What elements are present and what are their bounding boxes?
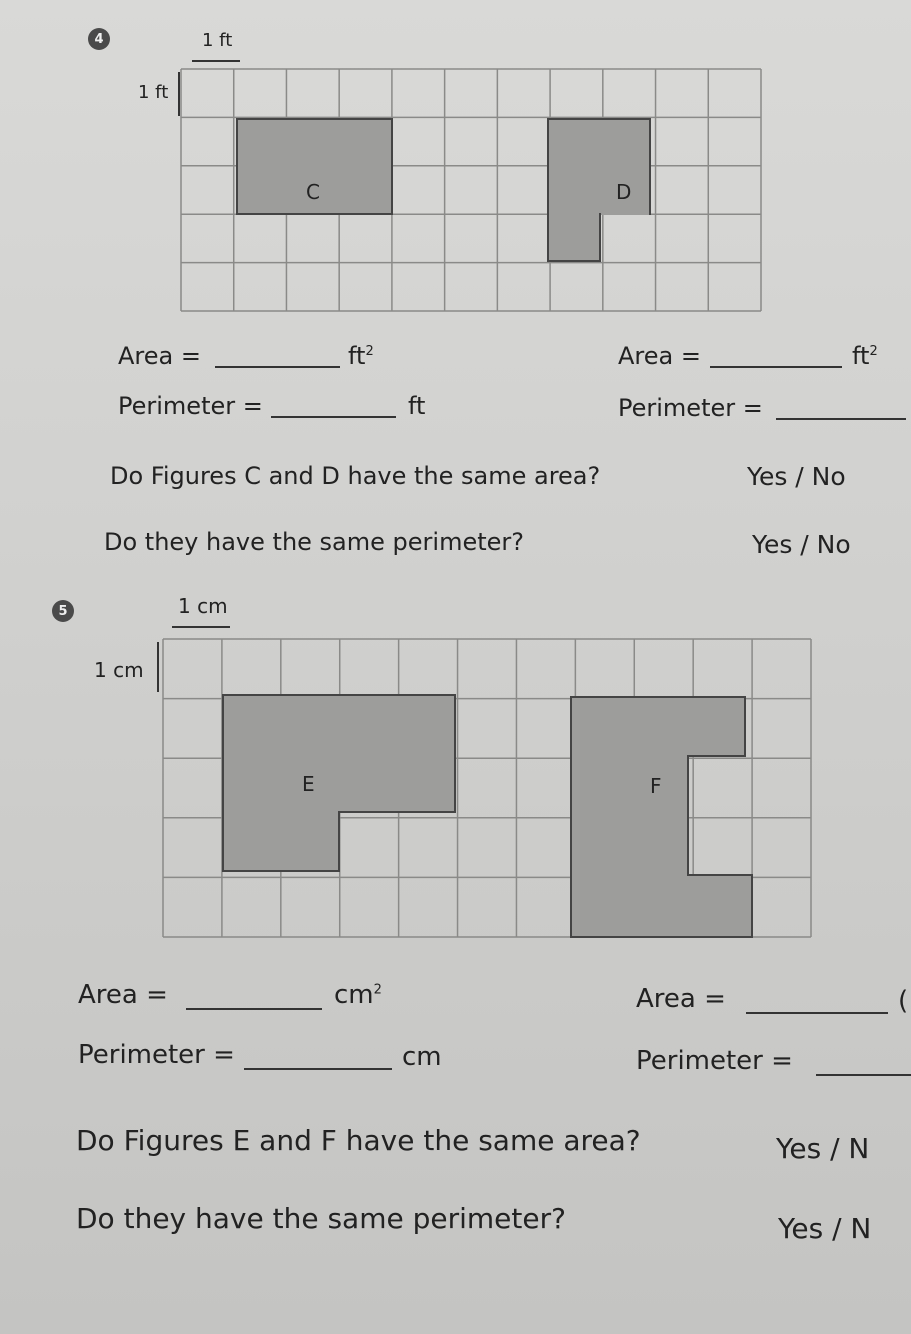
figure-f-label: F (650, 774, 662, 798)
area-blank-c[interactable] (215, 366, 340, 368)
perimeter-label-e: Perimeter = (78, 1040, 235, 1070)
perimeter-label-f: Perimeter = (636, 1046, 793, 1076)
perimeter-blank-e[interactable] (244, 1068, 392, 1070)
area-label-c: Area = (118, 342, 201, 370)
area-label-d: Area = (618, 342, 701, 370)
perimeter-blank-d[interactable] (776, 418, 906, 420)
figure-f-bottom (570, 874, 753, 938)
perimeter-unit-e: cm (402, 1042, 442, 1072)
yes-no-perimeter-4[interactable]: Yes / No (752, 530, 851, 559)
figure-f-middle (570, 755, 689, 876)
figure-d-bottom (547, 213, 601, 262)
area-label-e: Area = (78, 980, 168, 1010)
figure-d-label: D (616, 180, 632, 204)
question-same-perimeter-5: Do they have the same perimeter? (76, 1202, 566, 1235)
unit-height-arrow-5 (157, 642, 159, 692)
area-label-f: Area = (636, 984, 726, 1014)
yes-no-area-4[interactable]: Yes / No (747, 462, 846, 491)
figure-e-bottom (222, 811, 340, 872)
unit-width-arrow-5 (172, 626, 230, 628)
perimeter-blank-f[interactable] (816, 1074, 911, 1076)
area-blank-e[interactable] (186, 1008, 322, 1010)
area-unit-e: $cm^2$ (334, 980, 382, 1010)
figure-c-label: C (306, 180, 320, 204)
problem-5-badge: 5 (52, 600, 74, 622)
unit-height-label-4: 1 ft (138, 82, 169, 103)
question-same-area-4: Do Figures C and D have the same area? (110, 462, 601, 490)
figure-e-edge (338, 811, 456, 813)
area-unit-d: $ft^2$ (852, 342, 878, 370)
area-blank-d[interactable] (710, 366, 842, 368)
unit-height-label-5: 1 cm (94, 658, 144, 682)
area-blank-f[interactable] (746, 1012, 888, 1014)
figure-f-notch-bottom (687, 874, 753, 876)
question-same-perimeter-4: Do they have the same perimeter? (104, 528, 524, 556)
perimeter-label-c: Perimeter = (118, 392, 263, 420)
area-unit-c: $ft^2$ (348, 342, 374, 370)
question-same-area-5: Do Figures E and F have the same area? (76, 1124, 641, 1157)
unit-width-label-5: 1 cm (178, 594, 228, 618)
area-unit-f: ( (898, 986, 909, 1016)
perimeter-blank-c[interactable] (271, 416, 396, 418)
perimeter-label-d: Perimeter = (618, 394, 763, 422)
figure-e-top (222, 694, 456, 813)
unit-width-label-4: 1 ft (202, 30, 233, 51)
unit-width-arrow-4 (192, 60, 240, 62)
figure-f-notch-top (687, 755, 746, 757)
figure-d-top (547, 118, 651, 215)
yes-no-perimeter-5[interactable]: Yes / N (778, 1212, 872, 1245)
perimeter-unit-c: ft (408, 392, 426, 420)
yes-no-area-5[interactable]: Yes / N (776, 1132, 870, 1165)
figure-e-label: E (302, 772, 315, 796)
problem-4-badge: 4 (88, 28, 110, 50)
figure-f-top (570, 696, 746, 757)
